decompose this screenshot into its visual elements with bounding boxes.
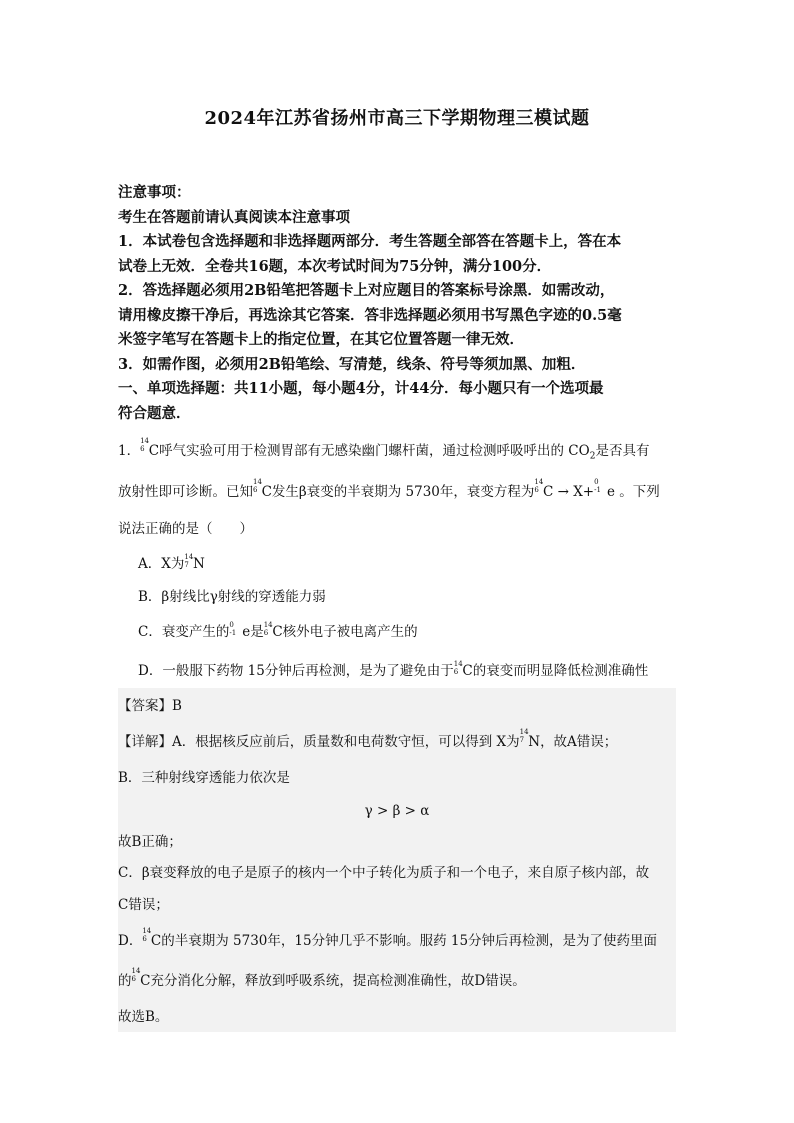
detail-c-line-1: C．β衰变释放的电子是原子的核内一个中子转化为质子和一个电子，来自原子核内部，故 — [118, 865, 650, 881]
notice-intro: 考生在答题前请认真阅读本注意事项 — [118, 208, 350, 226]
final-answer: 故选B。 — [118, 1009, 169, 1025]
notice-item-3: 3．如需作图，必须用2B铅笔绘、写清楚，线条、符号等须加黑、加粗． — [118, 355, 586, 373]
nuclide-c14: 14 6 — [534, 478, 544, 494]
nuclide-c14: 14 6 — [263, 621, 273, 637]
nuclide-c14: 14 6 — [131, 967, 141, 983]
notice-item-2c: 米签字笔写在答题卡上的指定位置，在其它位置答题一律无效． — [118, 331, 524, 348]
question-1-line-1: 1． 14 6 C呼气实验可用于检测胃部有无感染幽门螺杆菌，通过检测呼吸呼出的 $CO_2$是否具有 — [118, 437, 650, 462]
option-d: D．一般服下药物 15分钟后再检测，是为了避免由于 14 6 C的衰变而明显降低检测准确性 — [138, 660, 649, 679]
section-heading-a: 一、单项选择题：共11小题，每小题4分，计44分．每小题只有一个选项最 — [118, 380, 604, 397]
option-c: C．衰变产生的 0 -1 e是 14 6 C核外电子被电离产生的 — [138, 621, 418, 640]
nuclide-electron: 0 -1 — [594, 478, 601, 494]
nuclide-n14: 14 7 — [184, 553, 194, 569]
notice-item-2b: 请用橡皮擦干净后，再选涂其它答案．答非选择题必须用书写黑色字迹的0.5毫 — [118, 306, 622, 324]
notice-item-1b: 试卷上无效．全卷共16题，本次考试时间为75分钟，满分100分． — [118, 257, 552, 275]
page-title: 2024年江苏省扬州市高三下学期物理三模试题 — [204, 108, 590, 129]
detail-b: B．三种射线穿透能力依次是 — [118, 770, 290, 786]
detail-c-line-2: C错误； — [118, 897, 169, 913]
option-b: B．β射线比γ射线的穿透能力弱 — [138, 589, 326, 605]
question-1-line-2: 放射性即可诊断。已知 14 6 C发生β衰变的半衰期为 5730年，衰变方程为 14 6 C → X+ 0 -1 e 。下列 — [118, 481, 678, 503]
option-a: A．X为 14 7 N — [138, 553, 205, 572]
nuclide-c14: 14 6 — [142, 927, 152, 943]
detail-b-correct: 故B正确； — [118, 834, 182, 850]
answer-label: 【答案】B — [118, 698, 182, 714]
notice-block — [118, 181, 678, 426]
nuclide-c14: 14 6 — [140, 437, 150, 453]
penetration-formula: γ > β > α — [364, 803, 430, 819]
section-heading-b: 符合题意． — [118, 404, 191, 422]
detail-d-line-2: 的 14 6 C充分消化分解，释放到呼吸系统，提高检测准确性，故D错误。 — [118, 970, 676, 992]
nuclide-n14: 14 7 — [519, 728, 529, 744]
question-1-line-3: 说法正确的是（ ） — [118, 521, 253, 537]
notice-heading: 注意事项： — [118, 184, 191, 201]
notice-item-2a: 2．答选择题必须用2B铅笔把答题卡上对应题目的答案标号涂黑．如需改动， — [118, 282, 615, 299]
nuclide-c14: 14 6 — [453, 660, 463, 676]
detail-d-line-1: D． 14 6 C的半衰期为 5730年，15分钟几乎不影响。服药 15分钟后再检测，是为了使药里面 — [118, 930, 676, 952]
nuclide-c14: 14 6 — [253, 478, 262, 494]
detail-a: 【详解】A．根据核反应前后，质量数和电荷数守恒，可以得到 X为 14 7 N，故A错误； — [118, 731, 676, 753]
notice-item-1a: 1．本试卷包含选择题和非选择题两部分．考生答题全部答在答题卡上，答在本 — [118, 233, 622, 250]
nuclide-electron: 0 -1 — [229, 621, 237, 637]
